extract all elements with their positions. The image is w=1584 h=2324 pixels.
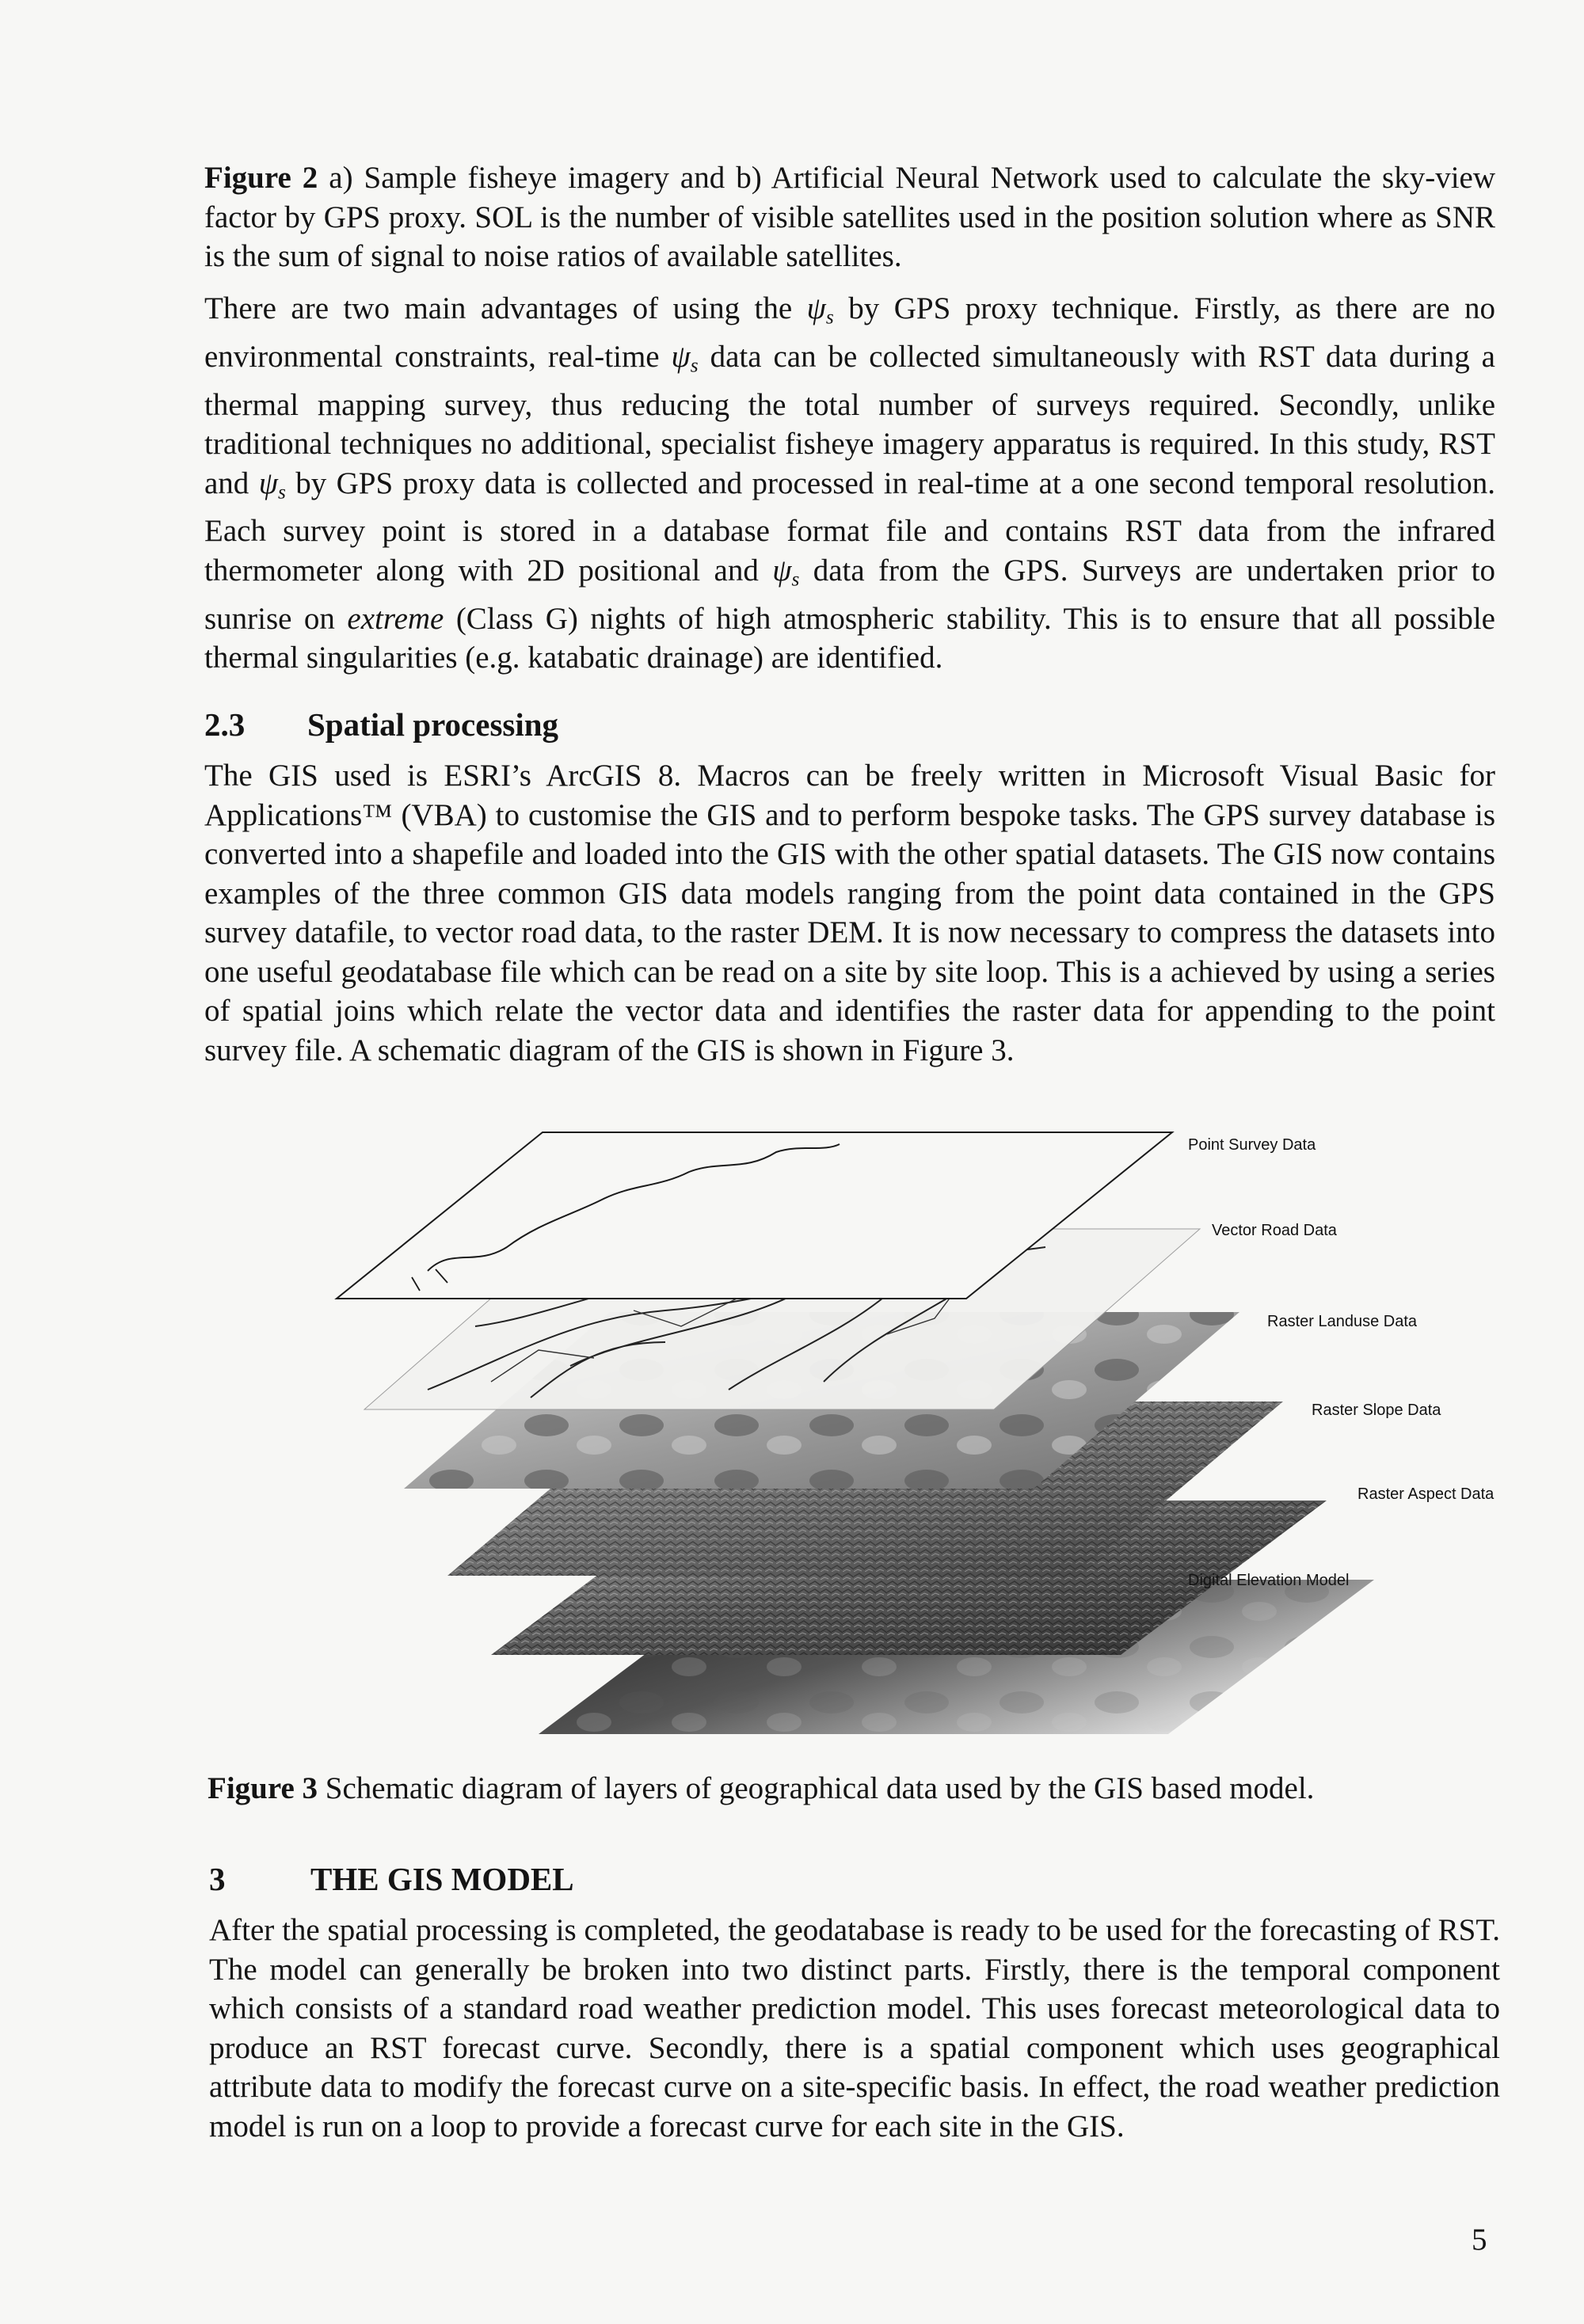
psi-s-symbol: $\psi_s$ — [671, 339, 699, 377]
figure-3-label: Figure 3 — [208, 1771, 318, 1805]
para1-text-2: by GPS proxy technique. Firstly, as there are no environmental constraints, real-time — [204, 291, 1495, 374]
label-raster-landuse-data: Raster Landuse Data — [1267, 1313, 1418, 1330]
label-raster-slope-data: Raster Slope Data — [1312, 1402, 1441, 1419]
section-2-3-body — [204, 756, 1495, 1070]
section-2-3-heading — [204, 705, 838, 744]
label-raster-aspect-data: Raster Aspect Data — [1357, 1485, 1495, 1503]
figure-2-caption — [204, 158, 1495, 276]
section-title: Spatial processing — [307, 706, 559, 743]
layer-stack-diagram — [333, 1128, 1495, 1762]
label-digital-elevation-model: Digital Elevation Model — [1188, 1572, 1350, 1589]
para1-text-4: by GPS proxy data is collected and processed in real-time at a one second temporal resolution. Each survey point is stored in a database format file and contains RST data from the infrared thermometer along with 2D positional and — [204, 466, 1495, 588]
figure-3-schematic — [333, 1128, 1495, 1762]
label-point-survey-data: Point Survey Data — [1188, 1136, 1316, 1154]
section-2-3-paragraph: The GIS used is ESRI’s ArcGIS 8. Macros can be freely written in Microsoft Visual Basic for Applications™ (VBA) to customise the GIS and to perform bespoke tasks. The GPS survey database is converted into a shapefile and loaded into the GIS with the other spatial datasets. The GIS now contains examples of the three common GIS data models ranging from the point data contained in the GPS survey datafile, to vector road data, to the raster DEM. It is now necessary to compress the datasets into one useful geodatabase file which can be read on a site by site loop. This is a achieved by using a series of spatial joins which relate the vector data and identifies the raster data for appending to the point survey file. A schematic diagram of the GIS is shown in Figure 3. — [204, 759, 1495, 1067]
para1-text-3: data can be collected simultaneously with RST data during a thermal mapping survey, thus reducing the total number of surveys required. Secondly, unlike traditional techniques no additional, specialist fisheye imagery apparatus is required. In this study, RST and — [204, 339, 1495, 500]
para1-text-5: data from the GPS. Surveys are undertaken prior to sunrise on — [204, 553, 1495, 636]
paragraph-gps-proxy-advantages — [204, 289, 1495, 678]
figure-3-caption-text: Schematic diagram of layers of geographical data used by the GIS based model. — [318, 1771, 1315, 1805]
section-3-body — [209, 1911, 1500, 2146]
psi-s-symbol: $\psi_s$ — [772, 553, 800, 591]
section-number: 3 — [209, 1861, 226, 1897]
section-number: 2.3 — [204, 706, 246, 743]
label-vector-road-data: Vector Road Data — [1212, 1222, 1337, 1239]
section-3-paragraph: After the spatial processing is completed, the geodatabase is ready to be used for the forecasting of RST. The model can generally be broken into two distinct parts. Firstly, there is the temporal component which consists of a standard road weather prediction model. This uses forecast meteorological data to produce an RST forecast curve. Secondly, there is a spatial component which uses geographical attribute data to modify the forecast curve on a site-specific basis. In effect, the road weather prediction model is run on a loop to provide a forecast curve for each site in the GIS. — [209, 1913, 1500, 2143]
section-title: THE GIS MODEL — [310, 1861, 574, 1897]
extreme-italic: extreme — [347, 601, 444, 636]
psi-s-symbol: $\psi_s$ — [806, 291, 834, 329]
psi-s-symbol: $\psi_s$ — [258, 466, 286, 503]
para1-text-1: There are two main advantages of using the — [204, 291, 807, 325]
figure-2-caption-text: a) Sample fisheye imagery and b) Artificial Neural Network used to calculate the sky-view factor by GPS proxy. SOL is the number of visible satellites used in the position solution where as SNR is the sum of signal to noise ratios of available satellites. — [204, 161, 1496, 273]
section-3-heading — [209, 1859, 843, 1899]
page-number: 5 — [1472, 2223, 1487, 2257]
figure-2-label: Figure 2 — [204, 161, 318, 195]
figure-3-caption — [208, 1769, 1514, 1809]
para1-text-6: (Class G) nights of high atmospheric stability. This is to ensure that all possible thermal singularities (e.g. katabatic drainage) are identified. — [204, 601, 1495, 675]
